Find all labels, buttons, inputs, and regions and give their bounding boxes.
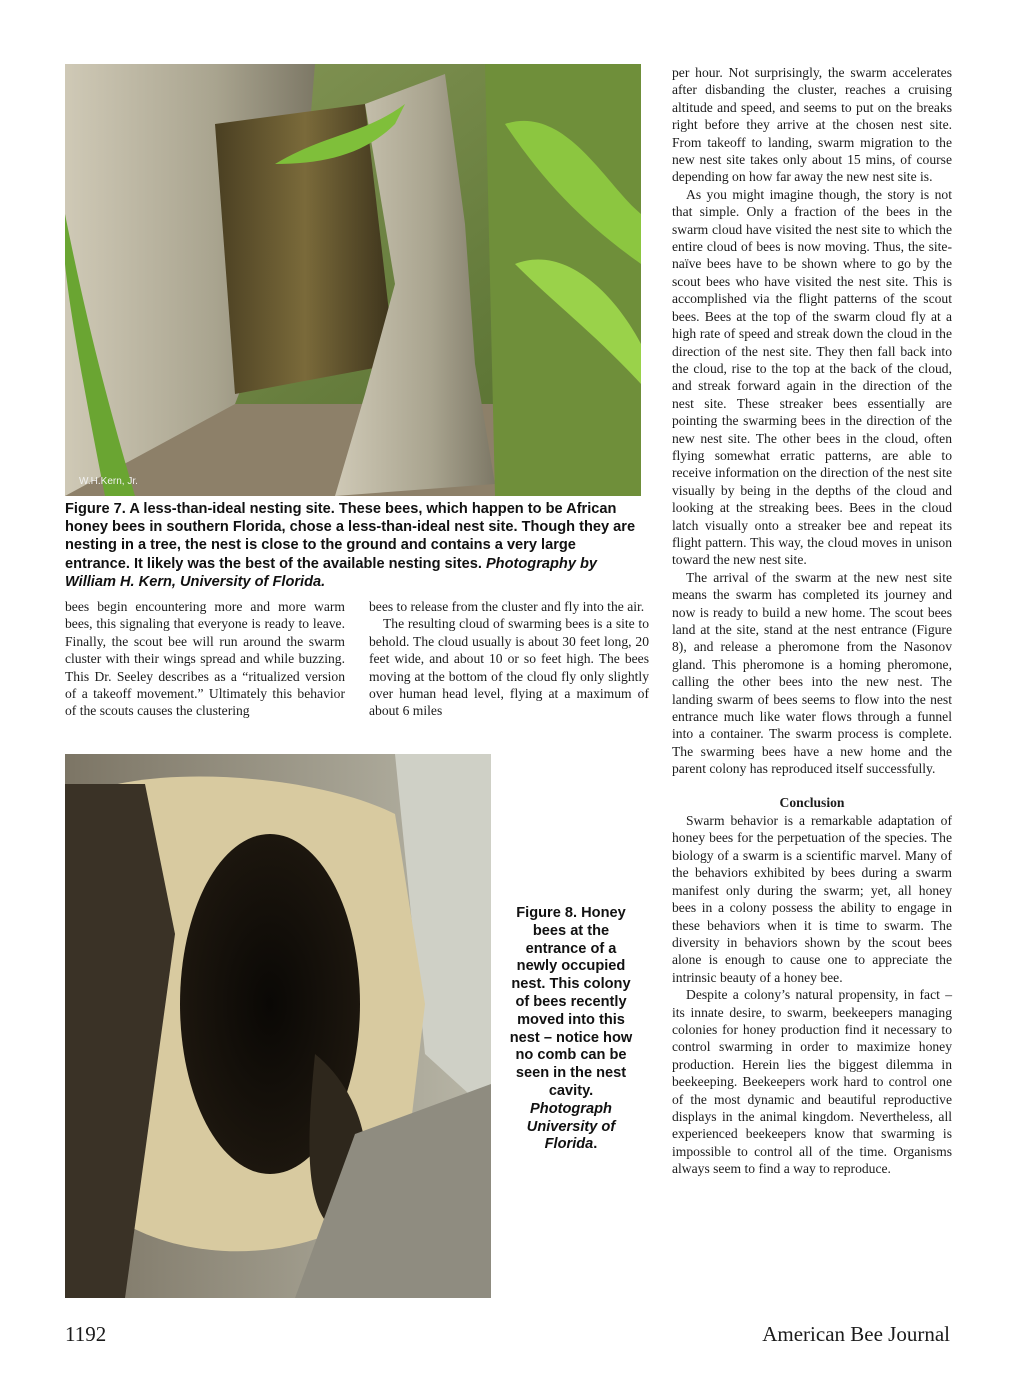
- page-number: 1192: [65, 1322, 107, 1346]
- figure-7-caption-text: Figure 7. A less-than-ideal nesting site. These bees, which happen to be African honey bees in southern Florida, chose a less-than-ideal nest site. Though they are nesting in a tree, the nest is close to the ground and contains a very large entrance. It likely was the best of the available nesting sites.: [65, 501, 636, 572]
- section-heading-conclusion: Conclusion: [779, 794, 845, 810]
- figure-8-photo: [65, 754, 491, 1298]
- figure-7-photo: [65, 64, 641, 496]
- figure-8-caption-end: .: [593, 1136, 598, 1153]
- figure-7-illustration: [65, 64, 641, 496]
- figure-8-illustration: [65, 754, 491, 1298]
- column-a: [65, 598, 345, 720]
- paragraph: bees to release from the cluster and fly into the air.: [369, 599, 645, 614]
- figure-8-caption-text: Figure 8. Honey bees at the entrance of a newly occupied nest. This colony of bees recently moved into this nest – notice how no comb can be seen in the nest cavity.: [509, 905, 633, 1099]
- paragraph: As you might imagine though, the story is not that simple. Only a fraction of the bees in the swarm cloud have visited the nest site to which the entire cloud of bees is now moving. Thus, the site-naïve bees have to be shown where to go by the scout bees who have visited the nest site. This is accomplished via the flight patterns of the scout bees. Bees at the top of the swarm cloud fly at a high rate of speed and streak down the cloud in the direction of the nest site. They then fall back into the cloud, rise to the top at the back of the cloud, and streak forward again in the direction of the nest site. These streaker bees essentially are pointing the swarming bees in the direction of the new nest site. The other bees in the cloud, often flying somewhat erratic patterns, are able to receive information on the direction of the nest site visually by being in the depths of the cloud and looking at the streaking bees. Bees in the cloud latch visually onto a streaker bee and repeat its flight pattern. This way, the cloud moves in unison toward the new nest site.: [672, 186, 952, 568]
- figure-7-caption-credit: Photography by William H. Kern, University of Florida.: [65, 555, 598, 590]
- paragraph: per hour. Not surprisingly, the swarm accelerates after disbanding the cluster, reaches a cruising altitude and speed, and seems to put on the breaks right before they arrive at the chosen nest site. From takeoff to landing, swarm migration to the new nest site takes only about 15 mins, of course depending on how far away the new nest site is.: [672, 65, 952, 185]
- figure-7-caption: [65, 500, 643, 591]
- paragraph: The arrival of the swarm at the new nest site means the swarm has completed its journey and now is ready to build a new home. The scout bees land at the site, stand at the nest entrance (Figure 8), and release a pheromone from the Nasonov gland. This pheromone is a homing pheromone, calling the other bees into the new nest. The landing swarm of bees seems to flow into the nest entrance much like water flows through a funnel into a container. The swarm process is complete. The swarming bees have a new home and the parent colony has reproduced itself successfully.: [672, 569, 952, 777]
- figure-8-caption-credit: Photograph University of Florida: [526, 1100, 616, 1153]
- journal-name: American Bee Journal: [762, 1322, 950, 1346]
- paragraph: bees begin encountering more and more warm bees, this signaling that everyone is ready to leave. Finally, the scout bee will run around the swarm cluster with their wings spread and while buzzing. This Dr. Seeley describes as a “ritualized version of a takeoff movement.” Ultimately this behavior of the scouts causes the clustering: [65, 599, 345, 719]
- photo-credit: W.H.Kern, Jr.: [79, 476, 138, 487]
- paragraph: The resulting cloud of swarming bees is a site to behold. The cloud usually is about 30 feet long, 20 feet wide, and about 10 or so feet high. The bees moving at the bottom of the cloud fly only slightly over human head level, flying at a maximum of about 6 miles: [369, 616, 649, 719]
- column-c: [672, 64, 952, 1178]
- figure-8-caption: [506, 905, 636, 1154]
- paragraph: Swarm behavior is a remarkable adaptation of honey bees for the perpetuation of the species. The biology of a swarm is a scientific marvel. Many of the behaviors exhibited by bees during a swarm manifest only during the swarm; yet, all honey bees in a colony possess the ability to engage in these behaviors when it is time to swarm. The diversity in behaviors shown by the scout bees alone is enough to cause one to appreciate the intrinsic beauty of a honey bee.: [672, 813, 952, 985]
- column-b: [369, 598, 649, 720]
- paragraph: Despite a colony’s natural propensity, in fact – its innate desire, to swarm, beekeepers managing colonies for honey production find it necessary to control swarming in order to maximize honey production. Herein lies the biggest dilemma in beekeeping. Beekeepers work hard to control one of the most dynamic and beautiful reproductive displays in the animal kingdom. Nevertheless, all experienced beekeepers know that swarming is impossible to control all of the time. Organisms always seem to find a way to reproduce.: [672, 987, 952, 1177]
